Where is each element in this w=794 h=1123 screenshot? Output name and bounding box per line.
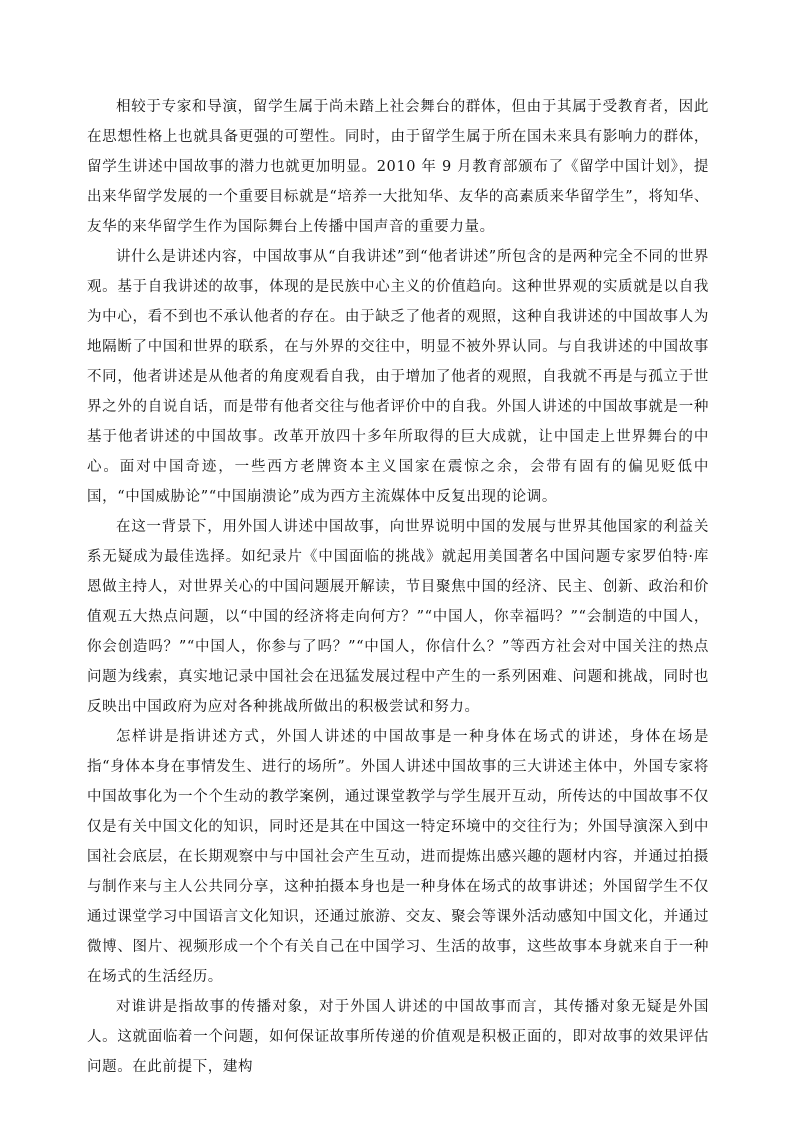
- paragraph-1: 相较于专家和导演，留学生属于尚未踏上社会舞台的群体，但由于其属于受教育者，因此在思想性格上也就具备更强的可塑性。同时，由于留学生属于所在国未来具有影响力的群体，留学生讲述中国故事的潜力也就更加明显。2010 年 9 月教育部颁布了《留学中国计划》，提出来华留学发展的一个重要目标就是“培养一大批知华、友华的高素质来华留学生”，将知华、友华的来华留学生作为国际舞台上传播中国声音的重要力量。: [87, 99, 709, 235]
- paragraph-2: 讲什么是讲述内容，中国故事从“自我讲述”到“他者讲述”所包含的是两种完全不同的世界观。基于自我讲述的故事，体现的是民族中心主义的价值趋向。这种世界观的实质就是以自我为中心，看不到也不承认他者的存在。由于缺乏了他者的观照，这种自我讲述的中国故事人为地隔断了中国和世界的联系，在与外界的交往中，明显不被外界认同。与自我讲述的中国故事不同，他者讲述是从他者的角度观看自我，由于增加了他者的观照，自我就不再是与孤立于世界之外的自说自话，而是带有他者交往与他者评价中的自我。外国人讲述的中国故事就是一种基于他者讲述的中国故事。改革开放四十多年所取得的巨大成就，让中国走上世界舞台的中心。面对中国奇迹，一些西方老牌资本主义国家在震惊之余，会带有固有的偏见贬低中国，“中国威胁论”“中国崩溃论”成为西方主流媒体中反复出现的论调。: [87, 249, 709, 505]
- document-body: [87, 92, 709, 1082]
- paragraph-5: 对谁讲是指故事的传播对象，对于外国人讲述的中国故事而言，其传播对象无疑是外国人。这就面临着一个问题，如何保证故事所传递的价值观是积极正面的，即对故事的效果评估问题。在此前提下，建构: [87, 999, 709, 1075]
- paragraph-4: 怎样讲是指讲述方式，外国人讲述的中国故事是一种身体在场式的讲述，身体在场是指“身体本身在事情发生、进行的场所”。外国人讲述中国故事的三大讲述主体中，外国专家将中国故事化为一个个生动的教学案例，通过课堂教学与学生展开互动，所传达的中国故事不仅仅是有关中国文化的知识，同时还是其在中国这一特定环境中的交往行为；外国导演深入到中国社会底层，在长期观察中与中国社会产生互动，进而提炼出感兴趣的题材内容，并通过拍摄与制作来与主人公共同分享，这种拍摄本身也是一种身体在场式的故事讲述；外国留学生不仅通过课堂学习中国语言文化知识，还通过旅游、交友、聚会等课外活动感知中国文化，并通过微博、图片、视频形成一个个有关自己在中国学习、生活的故事，这些故事本身就来自于一种在场式的生活经历。: [87, 729, 709, 985]
- paragraph-3: 在这一背景下，用外国人讲述中国故事，向世界说明中国的发展与世界其他国家的利益关系无疑成为最佳选择。如纪录片《中国面临的挑战》就起用美国著名中国问题专家罗伯特·库恩做主持人，对世界关心的中国问题展开解读，节目聚焦中国的经济、民主、创新、政治和价值观五大热点问题，以“中国的经济将走向何方？”“中国人，你幸福吗？”“会制造的中国人，你会创造吗？”“中国人，你参与了吗？”“中国人，你信什么？”等西方社会对中国关注的热点问题为线索，真实地记录中国社会在迅猛发展过程中产生的一系列困难、问题和挑战，同时也反映出中国政府为应对各种挑战所做出的积极尝试和努力。: [87, 519, 709, 715]
